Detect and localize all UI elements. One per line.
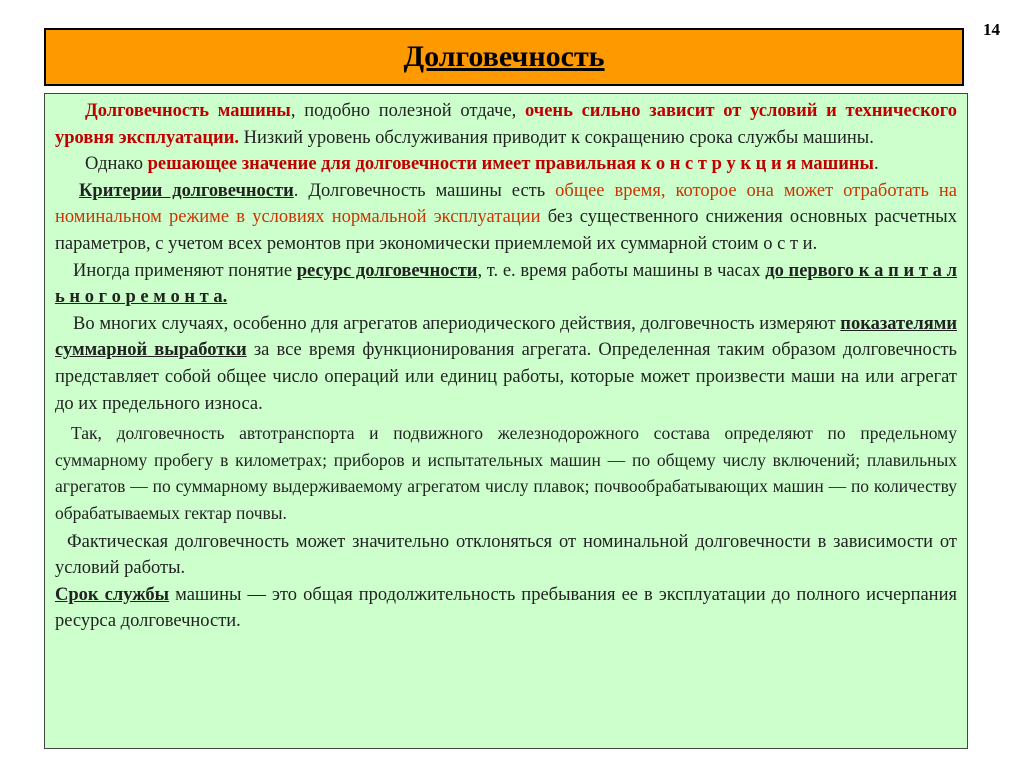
- p3-text-2: без существенного снижения основных расчетных параметров, с учетом всех ремонтов при экономически приемлемой их суммарной стоим о с т и.: [55, 207, 957, 254]
- p8-text-1: машины — это общая продолжительность пребывания ее в эксплуатации до полного исчерпания ресурса долговечности.: [55, 584, 957, 632]
- paragraph-7: Фактическая долговечность может значительно отклоняться от номинальной долговечности в зависимости от условий работы.: [55, 531, 957, 579]
- paragraph-4: [55, 258, 957, 311]
- paragraph-5: [55, 311, 957, 417]
- p1-text-2: Низкий уровень обслуживания приводит к сокращению срока службы машины.: [239, 127, 874, 148]
- p1-highlight-dependency: очень сильно зависит от условий и технического уровня эксплуатации.: [55, 101, 957, 148]
- title-bar: [44, 28, 964, 86]
- paragraph-2: [55, 151, 957, 178]
- p5-text-2: за все время функционирования агрегата. Определенная таким образом долговечность представляет собой общее число операций или единиц работы, которые может произвести маши на или агрегат до их предельного износа.: [55, 340, 957, 414]
- paragraph-8: [55, 582, 957, 635]
- p4-overhaul-term: до первого к а п и т а л ь н о г о р е м о н т а.: [55, 260, 957, 308]
- p1-highlight-term: Долговечность машины: [85, 101, 291, 121]
- content-box: [44, 93, 968, 749]
- paragraph-3: [55, 178, 957, 258]
- paragraph-6: Так, долговечность автотранспорта и подвижного железнодорожного состава определяют по предельному суммарному пробегу в километрах; приборов и испытательных машин — по общему числу включений; плавильных агрегатов — по суммарному выдерживаемому агрегатом числу плавок; почвообрабатывающих машин — по количеству обрабатываемых гектар почвы.: [55, 423, 957, 523]
- p5-text-1: Во многих случаях, особенно для агрегатов апериодического действия, долговечность измеряют: [73, 313, 841, 334]
- p2-highlight-design: решающее значение для долговечности имеет правильная к о н с т р у к ц и я машины: [147, 154, 874, 175]
- p2-text-2: .: [873, 154, 879, 175]
- p2-text-1: Однако: [85, 154, 148, 175]
- p5-output-term: показателями суммарной выработки: [55, 313, 957, 361]
- p4-text-1: Иногда применяют понятие: [73, 260, 297, 281]
- p8-service-life-term: Срок службы: [55, 584, 170, 605]
- p4-text-2: , т. е. время работы машины в часах: [477, 260, 766, 281]
- p3-criteria-heading: Критерии долговечности: [79, 180, 294, 201]
- p4-resource-term: ресурс долговечности: [296, 260, 478, 281]
- p3-text-1: . Долговечность машины есть: [293, 180, 556, 201]
- paragraph-1: [55, 98, 957, 151]
- page-number: 14: [983, 20, 1000, 39]
- p3-highlight-definition: общее время, которое она может отработать на номинальном режиме в условиях нормальной эксплуатации: [55, 180, 957, 228]
- p1-text-1: , подобно полезной отдаче,: [290, 101, 526, 121]
- slide-title: Долговечность: [403, 40, 605, 73]
